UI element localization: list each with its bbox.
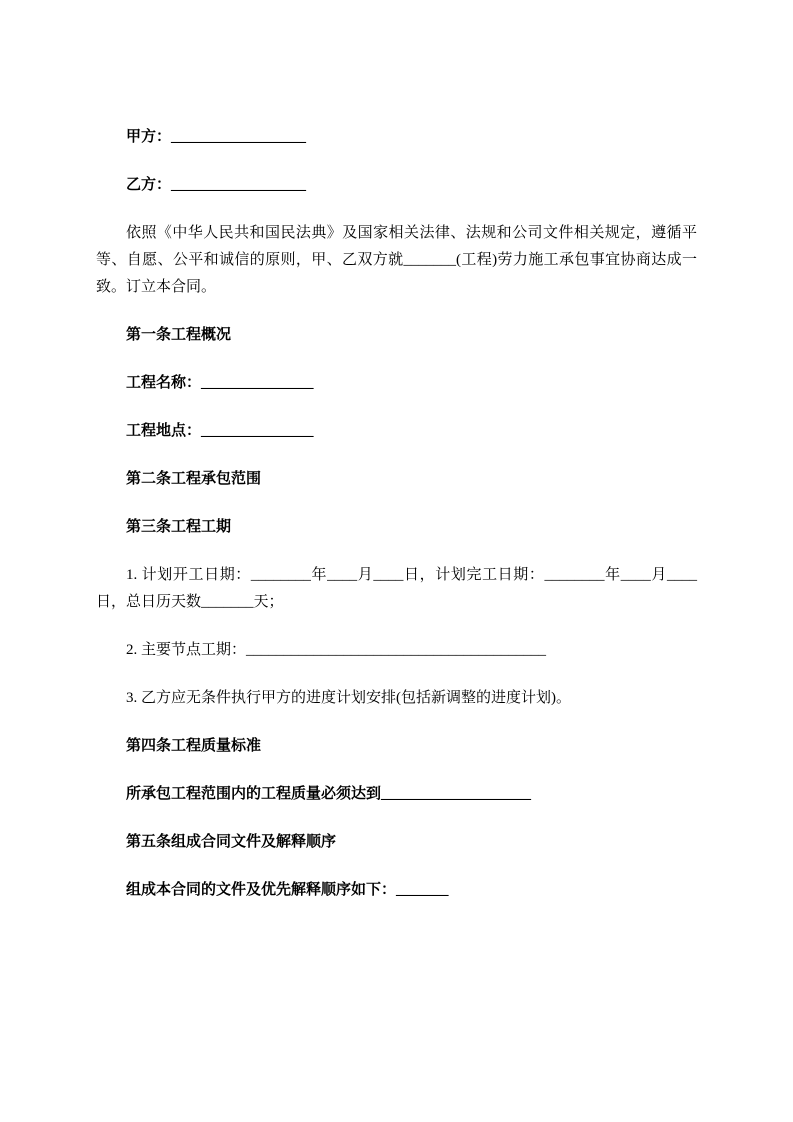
clause-3-item-3: 3. 乙方应无条件执行甲方的进度计划安排(包括新调整的进度计划)。 [126, 690, 571, 706]
article-5-heading: 第五条组成合同文件及解释顺序 [126, 834, 337, 850]
quality-standard-line: 所承包工程范围内的工程质量必须达到____________________ [126, 786, 532, 802]
project-name-line: 工程名称：_______________ [126, 375, 314, 391]
preamble-paragraph: 依照《中华人民共和国民法典》及国家相关法律、法规和公司文件相关规定，遵循平等、自愿、公平和诚信的原则，甲、乙双方就_______(工程)劳力施工承包事宜协商达成一致。订立本合同。 [96, 225, 697, 295]
article-2-heading: 第二条工程承包范围 [126, 471, 262, 487]
party-a-line: 甲方：__________________ [126, 129, 307, 145]
article-3-heading: 第三条工程工期 [126, 519, 232, 535]
article-1-heading: 第一条工程概况 [126, 327, 232, 343]
clause-3-item-2: 2. 主要节点工期：________________________________________ [126, 642, 547, 658]
article-4-heading: 第四条工程质量标准 [126, 738, 262, 754]
contract-documents-line: 组成本合同的文件及优先解释顺序如下：_______ [126, 882, 449, 898]
clause-3-item-1: 1. 计划开工日期：________年____月____日，计划完工日期：________年____月____日，总日历天数_______天； [96, 567, 697, 610]
project-location-line: 工程地点：_______________ [126, 423, 314, 439]
party-b-line: 乙方：__________________ [126, 177, 307, 193]
